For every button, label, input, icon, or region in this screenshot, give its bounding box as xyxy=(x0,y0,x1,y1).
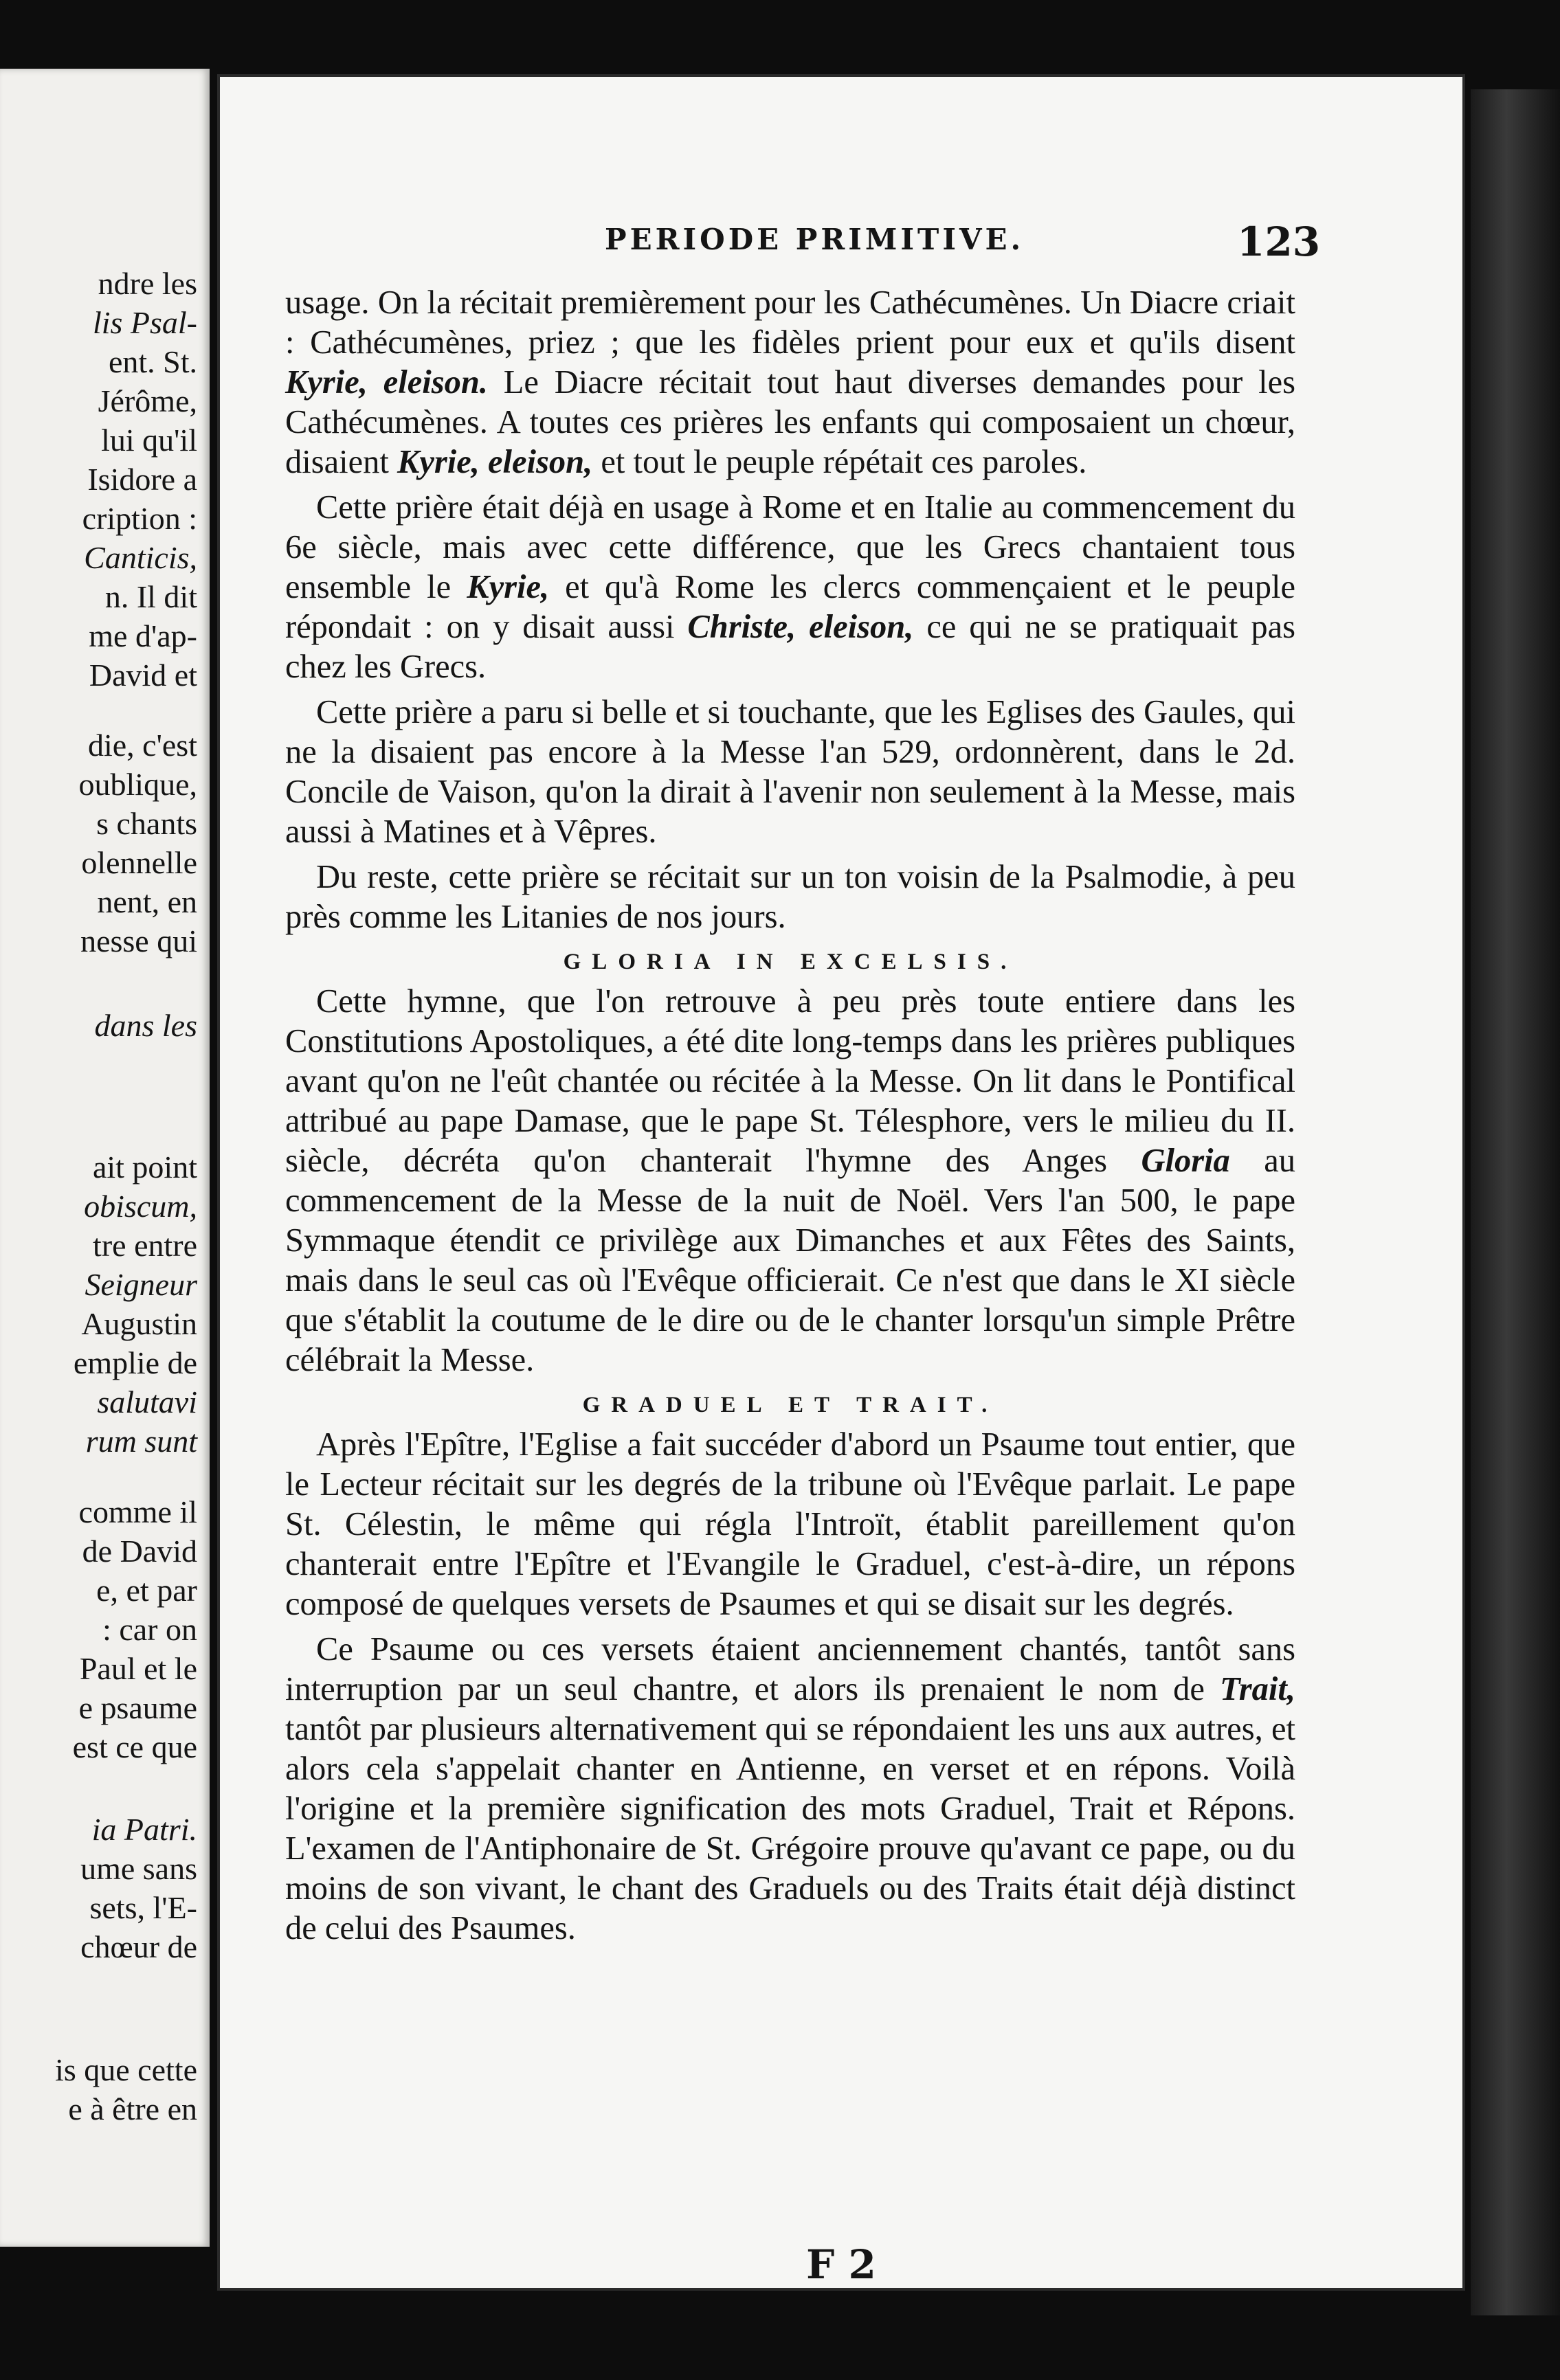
previous-page-line: David et xyxy=(89,658,197,693)
previous-page-line: Paul et le xyxy=(79,1651,197,1686)
previous-page-line: : car on xyxy=(102,1612,197,1647)
previous-page-line: ent. St. xyxy=(108,344,197,379)
previous-page-line: rum sunt xyxy=(85,1424,197,1459)
previous-page-line: cription : xyxy=(82,501,197,536)
page-body xyxy=(285,283,1295,1954)
previous-page-line: obiscum, xyxy=(84,1189,197,1224)
previous-page-line: me d'ap- xyxy=(89,618,197,653)
previous-page-line: Augustin xyxy=(81,1306,197,1341)
previous-page-line: chœur de xyxy=(80,1929,197,1964)
body-paragraph: Du reste, cette prière se récitait sur un ton voisin de la Psalmodie, à peu près comme les Litanies de nos jours. xyxy=(285,859,1295,935)
body-paragraph: Ce Psaume ou ces versets étaient anciennement chantés, tantôt sans interruption par un seul chantre, et alors ils prenaient le nom de Trait, tantôt par plusieurs alternativement qui se répondaient les uns aux autres, et alors cela s'appelait chanter en Antienne, en verset et en répons. Voilà l'origine et la première signification des mots Graduel, Trait et Répons. L'examen de l'Antiphonaire de St. Grégoire prouve qu'avant ce pape, ou du moins de son vivant, le chant des Graduels ou des Traits était déjà distinct de celui des Psaumes. xyxy=(285,1631,1295,1946)
previous-page-line: s chants xyxy=(96,806,197,841)
body-paragraph: Cette hymne, que l'on retrouve à peu près toute entiere dans les Constitutions Apostoliques, a été dite long-temps dans les prières publiques avant qu'on ne l'eût chantée ou récitée à la Messe. On lit dans le Pontifical attribué au pape Damase, que le pape St. Télesphore, vers le milieu du II. siècle, décréta qu'on chanterait l'hymne des Anges Gloria au commencement de la Messe de la nuit de Noël. Vers l'an 500, le pape Symmaque étendit ce privilège aux Dimanches et aux Fêtes des Saints, mais dans le seul cas où l'Evêque officierait. Ce n'est que dans le XI siècle que s'établit la coutume de le dire ou de le chanter lorsqu'un simple Prêtre célébrait la Messe. xyxy=(285,983,1295,1378)
previous-page-line: is que cette xyxy=(55,2052,197,2087)
previous-page-line: lis Psal- xyxy=(92,305,197,340)
previous-page-line: n. Il dit xyxy=(104,579,197,614)
previous-page-line: oublique, xyxy=(78,767,197,802)
previous-page-fragment xyxy=(0,69,210,2247)
page-number: 123 xyxy=(1237,218,1321,265)
body-paragraph: Après l'Epître, l'Eglise a fait succéder d'abord un Psaume tout entier, que le Lecteur récitait sur les degrés de la tribune où l'Evêque parlait. Le pape St. Célestin, le même qui régla l'Introït, établit pareillement qu'on chanterait entre l'Epître et l'Evangile le Graduel, c'est-à-dire, un répons composé de quelques versets de Psaumes et qui se disait sur les degrés. xyxy=(285,1426,1295,1622)
running-head: PERIODE PRIMITIVE. xyxy=(605,223,1025,256)
previous-page-line: Canticis, xyxy=(84,540,197,575)
previous-page-line: dans les xyxy=(94,1008,197,1043)
previous-page-line: comme il xyxy=(78,1494,197,1529)
previous-page-line: e à être en xyxy=(68,2091,197,2126)
previous-page-line: Seigneur xyxy=(85,1267,197,1302)
body-paragraph: Cette prière a paru si belle et si touchante, que les Eglises des Gaules, qui ne la disaient pas encore à la Messe l'an 529, ordonnèrent, dans le 2d. Concile de Vaison, qu'on la dirait à l'avenir non seulement à la Messe, mais aussi à Matines et à Vêpres. xyxy=(285,694,1295,850)
section-heading: GLORIA IN EXCELSIS. xyxy=(563,950,1018,974)
previous-page-line: nent, en xyxy=(97,884,197,919)
previous-page-line: ndre les xyxy=(98,266,197,301)
body-paragraph: Cette prière était déjà en usage à Rome et en Italie au commencement du 6e siècle, mais avec cette différence, que les Grecs chantaient tous ensemble le Kyrie, et qu'à Rome les clercs commençaient et le peuple répondait : on y disait aussi Christe, eleison, ce qui ne se pratiquait pas chez les Grecs. xyxy=(285,489,1296,685)
previous-page-line: lui qu'il xyxy=(101,423,197,458)
previous-page-line: e psaume xyxy=(78,1690,197,1725)
previous-page-line: nesse qui xyxy=(80,923,197,958)
previous-page-line: sets, l'E- xyxy=(89,1890,197,1925)
previous-page-line: die, c'est xyxy=(87,728,197,763)
book-page xyxy=(220,77,1462,2288)
section-heading: GRADUEL ET TRAIT. xyxy=(582,1393,999,1417)
page-header xyxy=(220,218,1462,271)
body-paragraph: usage. On la récitait premièrement pour les Cathécumènes. Un Diacre criait : Cathécumènes, priez ; que les fidèles prient pour eux et qu'ils disent Kyrie, eleison. Le Diacre récitait tout haut diverses demandes pour les Cathécumènes. A toutes ces prières les enfants qui composaient un chœur, disaient Kyrie, eleison, et tout le peuple répétait ces paroles. xyxy=(285,284,1295,480)
previous-page-line: Jérôme, xyxy=(98,383,197,418)
previous-page-line: ia Patri. xyxy=(91,1812,197,1847)
previous-page-line: est ce que xyxy=(72,1729,197,1764)
signature-mark: F 2 xyxy=(806,2241,876,2288)
previous-page-line: tre entre xyxy=(93,1228,197,1263)
previous-page-line: emplie de xyxy=(73,1345,197,1380)
previous-page-line: olennelle xyxy=(81,845,197,880)
previous-page-line: e, et par xyxy=(96,1573,197,1608)
previous-page-line: Isidore a xyxy=(87,462,197,497)
previous-page-line: de David xyxy=(82,1534,197,1569)
previous-page-line: ait point xyxy=(92,1149,197,1185)
page-edge-shadow xyxy=(1471,89,1560,2315)
previous-page-line: ume sans xyxy=(80,1851,197,1886)
previous-page-line: salutavi xyxy=(97,1384,197,1419)
